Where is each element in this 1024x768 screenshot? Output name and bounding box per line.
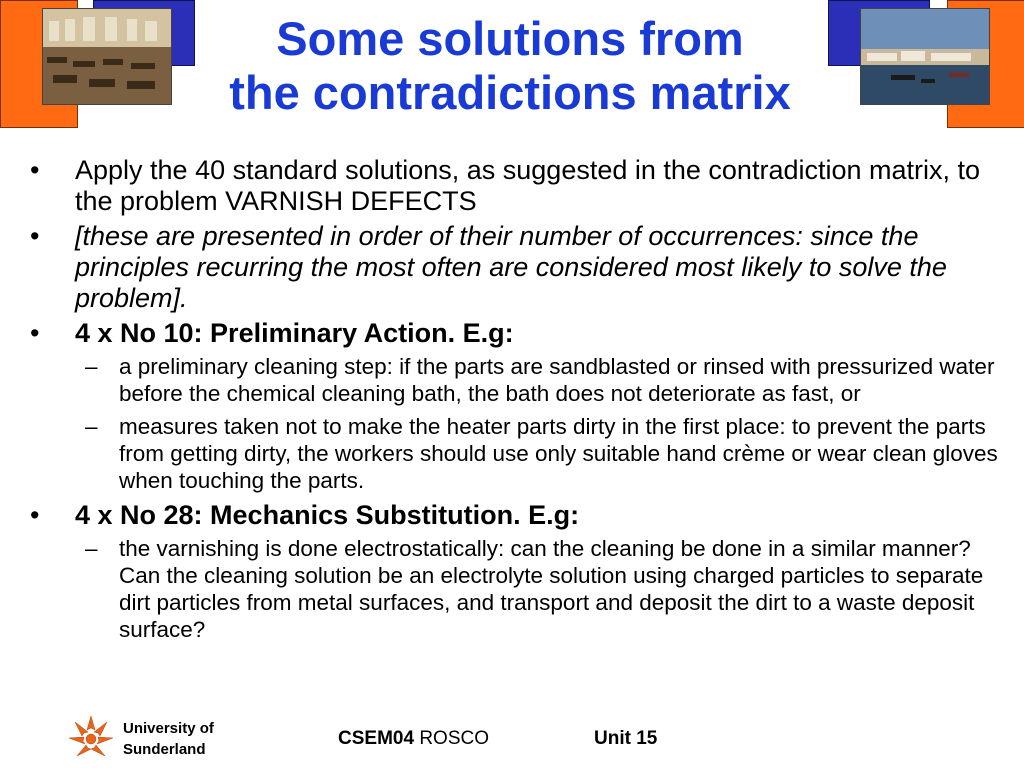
course-code: CSEM04 [338,728,415,749]
bullet-item [30,500,1005,531]
university-line-1: University of [123,720,214,737]
sub-bullet-text: the varnishing is done electrostatically: can the cleaning be done in a similar manner? Can the cleaning solution be an electrolyte solution using charged particles to separate dirt particles from metal surfaces, and transport and deposit the dirt to a waste deposit surface? [119,536,984,642]
sub-bullet-item [30,535,1005,643]
sub-bullet-mark: – [85,414,98,439]
bullet-mark: • [30,155,40,185]
sub-bullet-text: measures taken not to make the heater parts dirty in the first place: to prevent the parts from getting dirty, the workers should use only suitable hand crème or wear clean gloves when touching the parts. [119,414,998,493]
title-line-1: Some solutions from [276,12,744,65]
university-line-2: Sunderland [123,741,206,758]
course-label [338,728,489,750]
bullet-text: [these are presented in order of their number of occurrences: since the principles recurring the most often are considered most likely to solve the problem]. [75,221,947,313]
bullet-text: 4 x No 10: Preliminary Action. E.g: [75,318,514,348]
bullet-item [30,318,1005,349]
university-name [123,718,214,760]
unit-label: Unit 15 [594,728,658,749]
sub-bullet-mark: – [85,536,98,561]
bullet-mark: • [30,500,40,530]
sub-bullet-item [30,413,1005,494]
bullet-item [30,221,1005,314]
slide-title [120,12,900,120]
bullet-text: Apply the 40 standard solutions, as suggested in the contradiction matrix, to the problem VARNISH DEFECTS [75,155,981,216]
course-name: ROSCO [419,728,489,749]
bullet-text: 4 x No 28: Mechanics Substitution. E.g: [75,500,580,530]
title-line-2: the contradictions matrix [229,66,791,119]
sub-bullet-text: a preliminary cleaning step: if the parts are sandblasted or rinsed with pressurized water before the chemical cleaning bath, the bath does not deteriorate as fast, or [119,354,995,406]
university-logo-icon [67,712,115,760]
bullet-item [30,155,1005,217]
sub-bullet-mark: – [85,354,98,379]
slide-body [30,155,1005,649]
sub-bullet-item [30,353,1005,407]
bullet-mark: • [30,221,40,251]
bullet-mark: • [30,318,40,348]
